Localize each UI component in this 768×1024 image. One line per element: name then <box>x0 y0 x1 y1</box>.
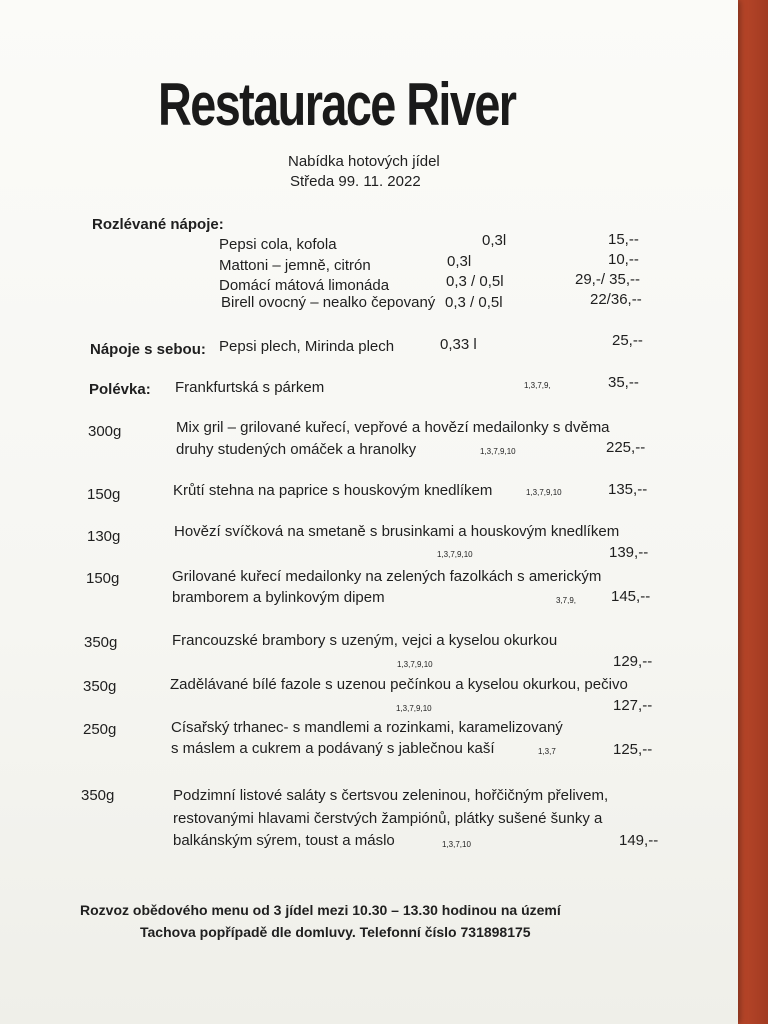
meal-weight: 150g <box>86 570 120 587</box>
meal-allergens: 1,3,7,9,10 <box>396 704 432 713</box>
drink-name: Mattoni – jemně, citrón <box>219 257 371 274</box>
meal-description-line: druhy studených omáček a hranolky <box>176 441 417 458</box>
meal-description-line: Zadělávané bílé fazole s uzenou pečínkou a kyselou okurkou, pečivo <box>170 676 628 693</box>
meal-weight: 250g <box>83 721 117 738</box>
restaurant-title: Restaurace River <box>158 71 516 138</box>
meal-description-line: Hovězí svíčková na smetaně s brusinkami a houskovým knedlíkem <box>174 523 620 540</box>
meal-description-line: Francouzské brambory s uzeným, vejci a kyselou okurkou <box>172 632 558 649</box>
meal-price: 129,-- <box>613 653 653 670</box>
meal-weight: 350g <box>81 787 115 804</box>
meal-price: 139,-- <box>609 544 649 561</box>
menu-subtitle: Nabídka hotových jídel <box>288 153 440 170</box>
drink-volume: 0,3 / 0,5l <box>445 294 503 311</box>
meal-weight: 130g <box>87 528 121 545</box>
meal-price: 135,-- <box>608 481 648 498</box>
meal-weight: 350g <box>84 634 118 651</box>
meal-description-line: Podzimní listové saláty s čertsvou zeleninou, hořčičným přelivem, <box>173 787 609 804</box>
meal-weight: 300g <box>88 423 122 440</box>
soup-name: Frankfurtská s párkem <box>175 379 325 396</box>
drinks-heading: Rozlévané nápoje: <box>92 216 224 233</box>
meal-price: 225,-- <box>606 439 646 456</box>
meal-price: 145,-- <box>611 588 651 605</box>
meal-allergens: 1,3,7,10 <box>442 840 471 849</box>
meal-description-line: Grilované kuřecí medailonky na zelených fazolkách s americkým <box>172 568 602 585</box>
meal-weight: 150g <box>87 486 121 503</box>
meal-description-line: Císařský trhanec- s mandlemi a rozinkami, karamelizovaný <box>171 719 563 736</box>
menu-date: Středa 99. 11. 2022 <box>290 173 421 190</box>
meal-price: 127,-- <box>613 697 653 714</box>
drink-name: Birell ovocný – nealko čepovaný <box>221 294 436 311</box>
takeaway-price: 25,-- <box>612 332 643 349</box>
meal-price: 125,-- <box>613 741 653 758</box>
drink-price: 15,-- <box>608 231 639 248</box>
meal-weight: 350g <box>83 678 117 695</box>
drink-price: 29,-/ 35,-- <box>575 271 641 288</box>
drink-price: 22/36,-- <box>590 291 642 308</box>
meal-description-line: Krůtí stehna na paprice s houskovým knedlíkem <box>173 482 493 499</box>
takeaway-heading: Nápoje s sebou: <box>90 341 206 358</box>
drink-price: 10,-- <box>608 251 639 268</box>
meal-description-line: balkánským sýrem, toust a máslo <box>173 832 395 849</box>
delivery-note: Rozvoz obědového menu od 3 jídel mezi 10.30 – 13.30 hodinou na území <box>80 902 561 918</box>
meal-allergens: 1,3,7 <box>538 747 556 756</box>
soup-price: 35,-- <box>608 374 639 391</box>
takeaway-volume: 0,33 l <box>440 336 477 353</box>
meal-description-line: s máslem a cukrem a podávaný s jablečnou kaší <box>171 740 495 757</box>
drink-volume: 0,3l <box>447 253 472 270</box>
meal-allergens: 1,3,7,9,10 <box>397 660 433 669</box>
contact-note: Tachova popřípadě dle domluvy. Telefonní číslo 731898175 <box>140 924 531 940</box>
drink-name: Pepsi cola, kofola <box>219 236 337 253</box>
drink-volume: 0,3l <box>482 232 507 249</box>
meal-price: 149,-- <box>619 832 659 849</box>
meal-allergens: 1,3,7,9,10 <box>437 550 473 559</box>
soup-allergens: 1,3,7,9, <box>524 381 551 390</box>
meal-description-line: Mix gril – grilované kuřecí, vepřové a hovězí medailonky s dvěma <box>176 419 610 436</box>
meal-description-line: bramborem a bylinkovým dipem <box>172 589 385 606</box>
drink-name: Domácí mátová limonáda <box>219 277 390 294</box>
drink-volume: 0,3 / 0,5l <box>446 273 504 290</box>
meal-description-line: restovanými hlavami čerstvých žampiónů, plátky sušené šunky a <box>173 810 603 827</box>
takeaway-name: Pepsi plech, Mirinda plech <box>219 338 395 355</box>
meal-allergens: 1,3,7,9,10 <box>480 447 516 456</box>
meal-allergens: 3,7,9, <box>556 596 577 605</box>
meal-allergens: 1,3,7,9,10 <box>526 488 562 497</box>
soup-heading: Polévka: <box>89 381 151 398</box>
